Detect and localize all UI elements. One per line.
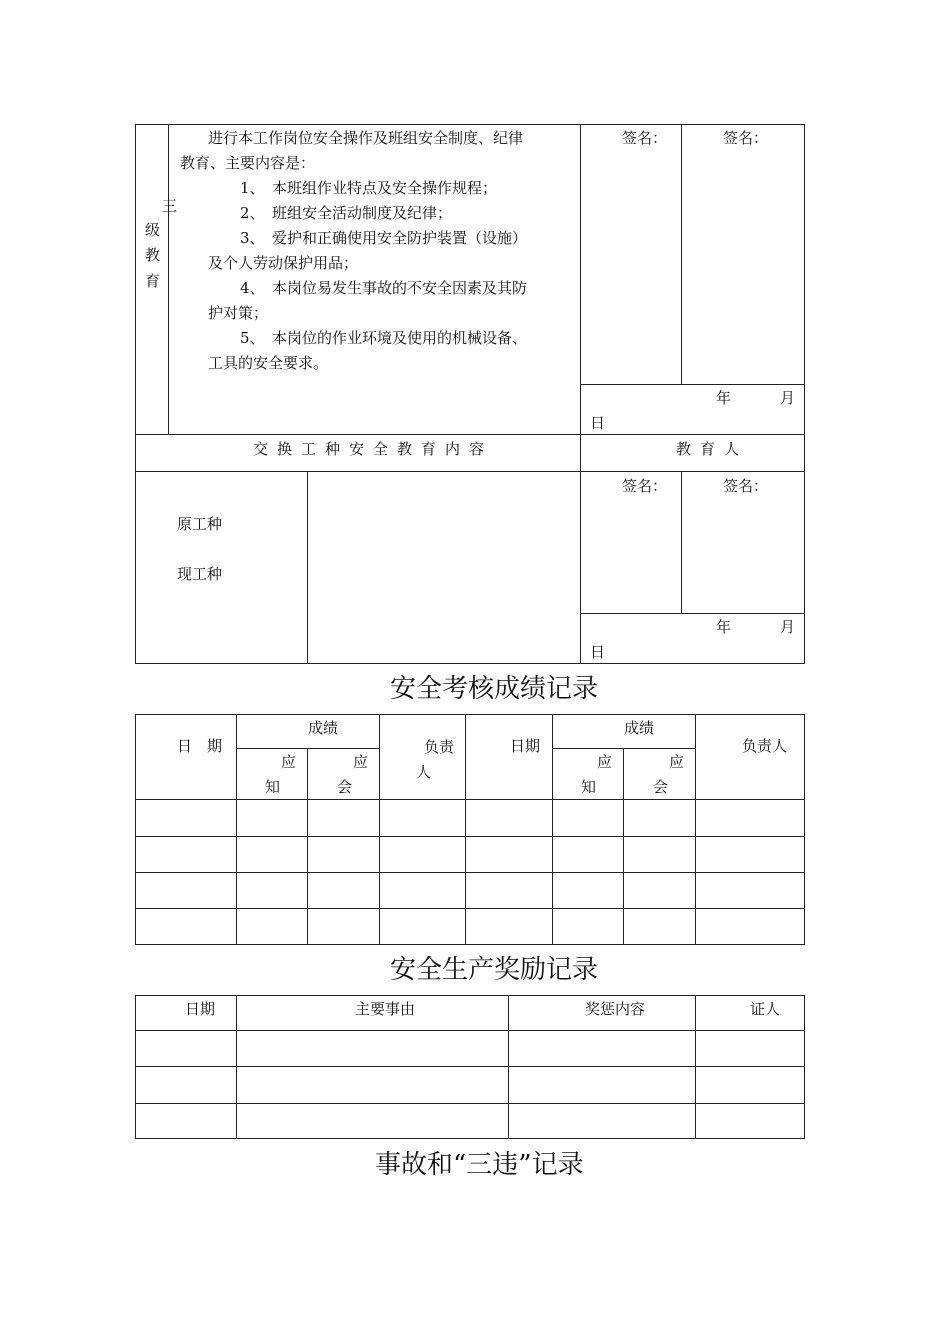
content-line: 及个人劳动保护用品； bbox=[208, 254, 359, 272]
month-label: 月 bbox=[780, 618, 796, 636]
score-header: 成绩 bbox=[308, 719, 339, 737]
side-label-jiao: 教 bbox=[145, 246, 161, 264]
exchange-header: 交换工种安全教育内容 bbox=[253, 440, 494, 458]
content-line: 2、 班组安全活动制度及纪律； bbox=[240, 204, 453, 222]
year-label: 年 bbox=[716, 389, 732, 407]
educator-header: 教育人 bbox=[676, 440, 749, 458]
side-label-san: 三 bbox=[162, 197, 178, 215]
should-do-header: 应 bbox=[669, 753, 685, 771]
reward-title: 安全生产奖励记录 bbox=[390, 955, 599, 985]
accident-title: 事故和“三违”记录 bbox=[375, 1150, 584, 1180]
should-know-header: 知 bbox=[581, 778, 597, 796]
content-line: 3、 爱护和正确使用安全防护装置（设施） bbox=[240, 229, 528, 247]
content-line: 护对策； bbox=[208, 304, 269, 322]
score-header: 成绩 bbox=[624, 719, 655, 737]
person-in-charge-header: 负责人 bbox=[742, 737, 788, 755]
should-know-header: 知 bbox=[265, 778, 281, 796]
person-in-charge-header: 人 bbox=[416, 763, 432, 781]
should-know-header: 应 bbox=[597, 753, 613, 771]
date-header: 日 期 bbox=[177, 737, 223, 755]
content-line: 教育、主要内容是： bbox=[180, 154, 316, 172]
content-line: 工具的安全要求。 bbox=[208, 354, 329, 372]
reward-content-header: 奖惩内容 bbox=[585, 1000, 646, 1018]
day-label: 日 bbox=[590, 414, 606, 432]
should-do-header: 会 bbox=[653, 778, 669, 796]
main-reason-header: 主要事由 bbox=[355, 1000, 416, 1018]
content-line: 4、 本岗位易发生事故的不安全因素及其防 bbox=[240, 279, 528, 297]
should-know-header: 应 bbox=[281, 753, 297, 771]
assessment-title: 安全考核成绩记录 bbox=[390, 674, 599, 704]
should-do-header: 会 bbox=[337, 778, 353, 796]
person-in-charge-header: 负责 bbox=[424, 738, 455, 756]
date-header: 日期 bbox=[510, 737, 541, 755]
original-job-type: 原工种 bbox=[177, 515, 223, 533]
content-line: 5、 本岗位的作业环境及使用的机械设备、 bbox=[240, 329, 528, 347]
witness-header: 证人 bbox=[750, 1000, 781, 1018]
month-label: 月 bbox=[780, 389, 796, 407]
signature-label: 签名： bbox=[723, 477, 769, 495]
year-label: 年 bbox=[716, 618, 732, 636]
content-line: 进行本工作岗位安全操作及班组安全制度、纪律 bbox=[208, 129, 524, 147]
side-label-yu: 育 bbox=[145, 272, 161, 290]
content-line: 1、 本班组作业特点及安全操作规程； bbox=[240, 179, 498, 197]
signature-label: 签名： bbox=[723, 129, 769, 147]
current-job-type: 现工种 bbox=[177, 565, 223, 583]
should-do-header: 应 bbox=[353, 753, 369, 771]
side-label-ji: 级 bbox=[145, 221, 161, 239]
day-label: 日 bbox=[590, 643, 606, 661]
date-header: 日期 bbox=[185, 1000, 216, 1018]
signature-label: 签名： bbox=[622, 129, 668, 147]
signature-label: 签名： bbox=[622, 477, 668, 495]
